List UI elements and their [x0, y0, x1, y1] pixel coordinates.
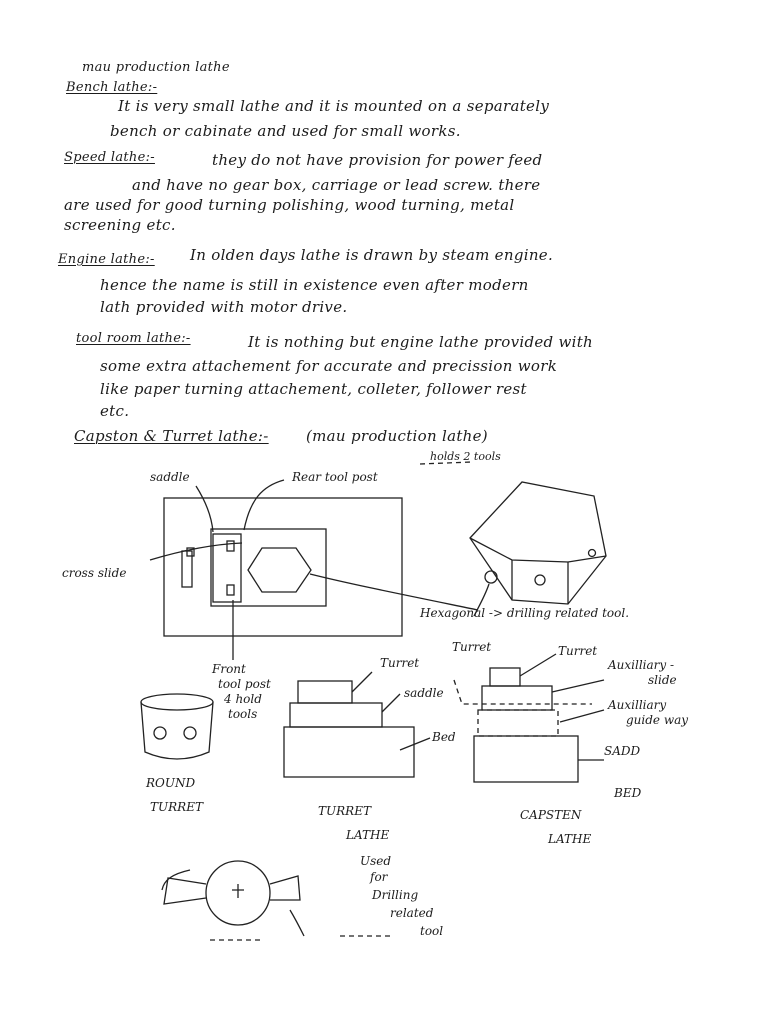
label-turret-b: Turret [452, 640, 492, 654]
speed-lathe-heading: Speed lathe:- [64, 150, 155, 165]
toolroom-line-3: like paper turning attachement, colleter, follower rest [100, 380, 527, 398]
label-auxiliary-slide-2: slide [648, 673, 677, 687]
capstan-turret-heading: Capston & Turret lathe:- [74, 427, 269, 445]
label-used-4: related [390, 906, 434, 920]
label-front-tool-post-4: tools [228, 707, 258, 721]
label-sadd: SADD [604, 744, 641, 758]
label-used-5: tool [420, 924, 444, 938]
capstan-lathe-side-sketch [454, 654, 604, 782]
toolroom-lathe-heading: tool room lathe:- [76, 331, 191, 346]
label-front-tool-post-1: Front [212, 662, 246, 676]
speed-line-4: screening etc. [64, 216, 176, 234]
label-capsten-lathe-1: CAPSTEN [520, 808, 582, 822]
label-bed-a: Bed [432, 730, 456, 744]
label-round-turret-1: ROUND [146, 776, 196, 790]
label-capsten-lathe-2: LATHE [548, 832, 592, 846]
label-auxiliary-guideway-2: guide way [626, 713, 689, 727]
bench-lathe-heading: Bench lathe:- [66, 80, 158, 95]
label-used-1: Used [360, 854, 392, 868]
label-saddle-b: saddle [404, 686, 444, 700]
toolroom-line-2: some extra attachement for accurate and precission work [100, 357, 558, 375]
engine-line-3: lath provided with motor drive. [100, 298, 348, 316]
carriage-top-view-sketch [150, 462, 478, 660]
label-saddle: saddle [150, 470, 190, 484]
label-front-tool-post-3: 4 hold [224, 692, 262, 706]
label-auxiliary-guideway-1: Auxilliary [608, 698, 667, 712]
capstan-wheel-sketch [162, 861, 392, 940]
speed-line-1: they do not have provision for power feed [212, 151, 543, 169]
label-turret-lathe-2: LATHE [346, 828, 390, 842]
engine-line-1: In olden days lathe is drawn by steam engine. [190, 246, 554, 264]
round-turret-sketch [141, 694, 213, 759]
capstan-subtitle: (mau production lathe) [306, 427, 488, 445]
label-hexagonal: Hexagonal -> drilling related tool. [420, 606, 630, 620]
label-auxiliary-slide-1: Auxilliary - [608, 658, 675, 672]
label-turret-a: Turret [380, 656, 420, 670]
label-bed-b: BED [614, 786, 642, 800]
bench-line-2: bench or cabinate and used for small works. [110, 122, 461, 140]
bench-line-1: It is very small lathe and it is mounted on a separately [118, 97, 550, 115]
label-used-3: Drilling [372, 888, 419, 902]
label-used-2: for [370, 870, 388, 884]
speed-line-2: and have no gear box, carriage or lead screw. there [132, 176, 541, 194]
label-rear-tool-post: Rear tool post [292, 470, 378, 484]
engine-lathe-heading: Engine lathe:- [58, 252, 155, 267]
label-front-tool-post-2: tool post [218, 677, 271, 691]
label-turret-c: Turret [558, 644, 598, 658]
toolroom-line-1: It is nothing but engine lathe provided with [248, 333, 594, 351]
top-heading: mau production lathe [82, 60, 230, 75]
label-turret-lathe-1: TURRET [318, 804, 371, 818]
engine-line-2: hence the name is still in existence even after modern [100, 276, 529, 294]
label-holds-2-tools: holds 2 tools [430, 450, 501, 463]
hexagonal-turret-sketch [470, 482, 606, 616]
label-round-turret-2: TURRET [150, 800, 203, 814]
label-cross-slide: cross slide [62, 566, 127, 580]
toolroom-line-4: etc. [100, 402, 130, 420]
speed-line-3: are used for good turning polishing, wood turning, metal [64, 196, 515, 214]
